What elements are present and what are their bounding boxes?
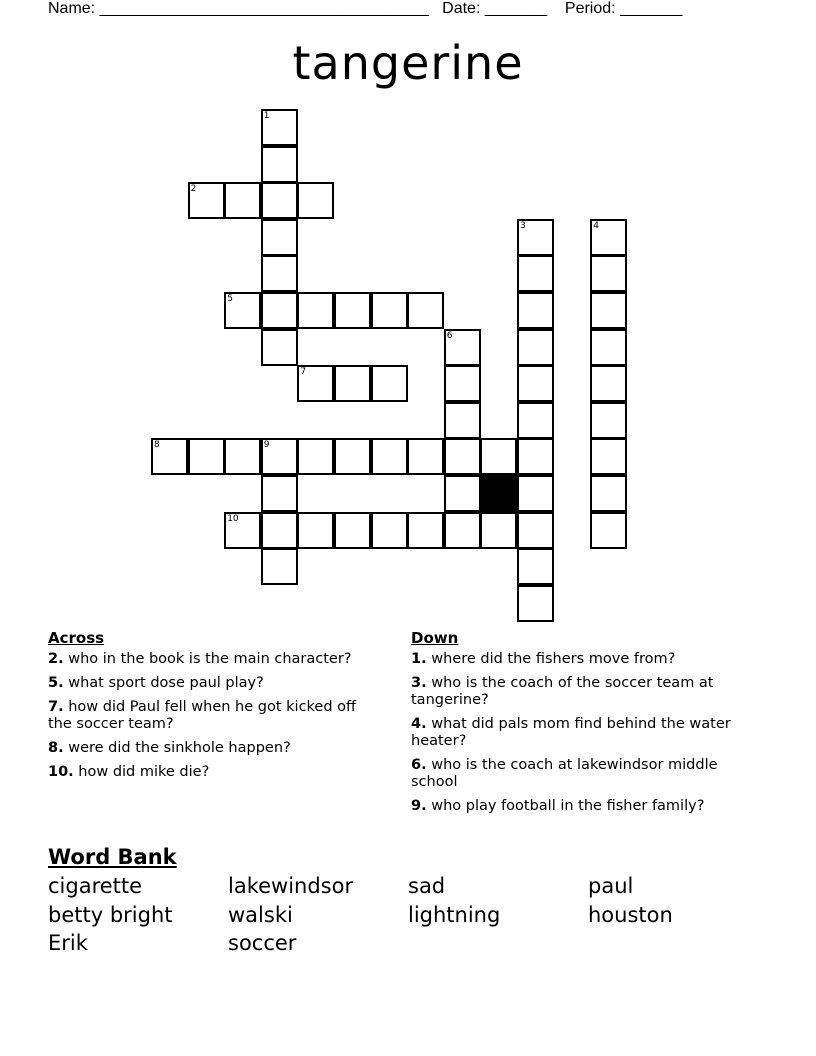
- cell-number: 1: [263, 111, 270, 121]
- crossword-cell[interactable]: [590, 512, 627, 549]
- crossword-cell[interactable]: [480, 438, 517, 475]
- crossword-cell[interactable]: [590, 292, 627, 329]
- crossword-cell[interactable]: [517, 585, 554, 622]
- crossword-cell[interactable]: [188, 438, 225, 475]
- clue-number: 9.: [411, 798, 427, 814]
- crossword-cell[interactable]: [517, 219, 554, 256]
- clue-text: what did pals mom find behind the water heater?: [411, 716, 731, 749]
- crossword-cell[interactable]: [517, 402, 554, 439]
- crossword-cell[interactable]: [407, 292, 444, 329]
- clue-number: 5.: [48, 675, 64, 691]
- crossword-cell[interactable]: [261, 182, 298, 219]
- crossword-cell[interactable]: [517, 329, 554, 366]
- crossword-cell[interactable]: [261, 475, 298, 512]
- clue-number: 4.: [411, 716, 427, 732]
- cell-number: 5: [227, 294, 233, 304]
- crossword-cell[interactable]: [334, 365, 371, 402]
- cell-number: 2: [190, 184, 197, 195]
- crossword-cell[interactable]: [224, 182, 261, 219]
- down-clue: [411, 716, 761, 750]
- crossword-cell[interactable]: [261, 255, 298, 292]
- word-bank-title: Word Bank: [48, 845, 177, 869]
- crossword-cell[interactable]: [590, 219, 627, 256]
- clue-text: were did the sinkhole happen?: [63, 740, 291, 756]
- crossword-cell[interactable]: [261, 512, 298, 549]
- cell-number: 9: [263, 440, 270, 451]
- crossword-cell[interactable]: [371, 365, 408, 402]
- crossword-cell[interactable]: [297, 512, 334, 549]
- clue-text: who is the coach at lakewindsor middle school: [411, 757, 718, 790]
- crossword-cell[interactable]: [371, 292, 408, 329]
- crossword-cell[interactable]: [188, 182, 225, 219]
- cell-number: 4: [593, 220, 599, 231]
- cell-number: 6: [446, 330, 453, 341]
- down-clue: [411, 798, 761, 815]
- clue-text: where did the fishers move from?: [426, 651, 676, 667]
- crossword-cell[interactable]: [444, 365, 481, 402]
- crossword-cell[interactable]: [261, 109, 298, 146]
- crossword-cell[interactable]: [407, 438, 444, 475]
- word-bank-word: houston: [588, 902, 673, 927]
- crossword-cell[interactable]: [224, 438, 261, 475]
- across-clue: [48, 651, 378, 668]
- crossword-cell[interactable]: [444, 329, 481, 366]
- crossword-cell[interactable]: [517, 365, 554, 402]
- word-bank-word: soccer: [228, 931, 297, 955]
- crossword-cell[interactable]: [297, 182, 334, 219]
- crossword-cell[interactable]: [517, 255, 554, 292]
- crossword-cell[interactable]: [297, 365, 334, 402]
- crossword-cell[interactable]: [480, 512, 517, 549]
- crossword-cell[interactable]: [334, 512, 371, 549]
- across-clue-list: [48, 651, 378, 781]
- down-clue: [411, 651, 761, 668]
- clue-number: 3.: [411, 675, 427, 691]
- crossword-cell[interactable]: [444, 438, 481, 475]
- across-heading: Across: [48, 629, 105, 647]
- down-clues: [411, 630, 761, 822]
- page-title: tangerine: [292, 36, 524, 90]
- clue-number: 10.: [48, 764, 74, 780]
- crossword-cell[interactable]: [517, 475, 554, 512]
- word-bank-word: cigarette: [48, 874, 143, 898]
- crossword-cell[interactable]: [371, 512, 408, 549]
- crossword-cell[interactable]: [590, 475, 627, 512]
- crossword-black-cell: [480, 475, 517, 512]
- word-bank-word: lakewindsor: [228, 874, 354, 898]
- crossword-cell[interactable]: [297, 438, 334, 475]
- down-clue: [411, 757, 761, 791]
- crossword-cell[interactable]: [590, 365, 627, 402]
- crossword-cell[interactable]: [334, 438, 371, 475]
- header-name-date-period: Name: _____________________________________ Date: _______ Period: _______: [48, 0, 683, 17]
- clue-text: what sport dose paul play?: [63, 675, 264, 691]
- clue-text: how did mike die?: [73, 764, 210, 780]
- word-bank-word: walski: [228, 902, 293, 927]
- crossword-cell[interactable]: [334, 292, 371, 329]
- crossword-cell[interactable]: [444, 475, 481, 512]
- clue-text: who in the book is the main character?: [63, 651, 352, 667]
- crossword-cell[interactable]: [224, 512, 261, 549]
- cell-number: 8: [154, 440, 160, 451]
- crossword-cell[interactable]: [517, 438, 554, 475]
- crossword-cell[interactable]: [261, 438, 298, 475]
- down-clue: [411, 675, 761, 709]
- down-clue-list: [411, 651, 761, 815]
- crossword-cell[interactable]: [407, 512, 444, 549]
- clue-number: 6.: [411, 757, 427, 773]
- clue-text: who play football in the fisher family?: [426, 798, 705, 814]
- across-clue: [48, 740, 378, 757]
- crossword-cell[interactable]: [590, 438, 627, 475]
- crossword-cell[interactable]: [590, 329, 627, 366]
- across-clues: [48, 630, 378, 788]
- crossword-cell[interactable]: [297, 292, 334, 329]
- clue-number: 2.: [48, 651, 64, 667]
- crossword-cell[interactable]: [517, 548, 554, 585]
- clue-text: how did Paul fell when he got kicked off the soccer team?: [48, 699, 357, 732]
- crossword-cell[interactable]: [151, 438, 188, 475]
- crossword-cell[interactable]: [224, 292, 261, 329]
- crossword-cell[interactable]: [261, 548, 298, 585]
- cell-number: 7: [300, 367, 307, 378]
- clue-number: 8.: [48, 740, 64, 756]
- word-bank-word: betty bright: [48, 902, 173, 927]
- crossword-cell[interactable]: [371, 438, 408, 475]
- clue-number: 1.: [411, 651, 427, 667]
- cell-number: 10: [227, 513, 239, 524]
- down-heading: Down: [411, 629, 459, 647]
- word-bank-word: Erik: [48, 931, 88, 955]
- crossword-cell[interactable]: [590, 402, 627, 439]
- crossword-cell[interactable]: [261, 292, 298, 329]
- word-bank-word: lightning: [408, 902, 501, 927]
- crossword-cell[interactable]: [444, 402, 481, 439]
- across-clue: [48, 675, 378, 692]
- crossword-cell[interactable]: [444, 512, 481, 549]
- word-bank-word: sad: [408, 874, 446, 898]
- crossword-cell[interactable]: [261, 146, 298, 183]
- across-clue: [48, 699, 378, 733]
- cell-number: 3: [520, 220, 526, 231]
- crossword-cell[interactable]: [261, 219, 298, 256]
- crossword-cell[interactable]: [517, 512, 554, 549]
- across-clue: [48, 764, 378, 781]
- clue-text: who is the coach of the soccer team at tangerine?: [411, 675, 714, 708]
- crossword-cell[interactable]: [590, 255, 627, 292]
- word-bank-word: paul: [588, 874, 634, 898]
- crossword-cell[interactable]: [517, 292, 554, 329]
- clue-number: 7.: [48, 699, 64, 715]
- crossword-cell[interactable]: [261, 329, 298, 366]
